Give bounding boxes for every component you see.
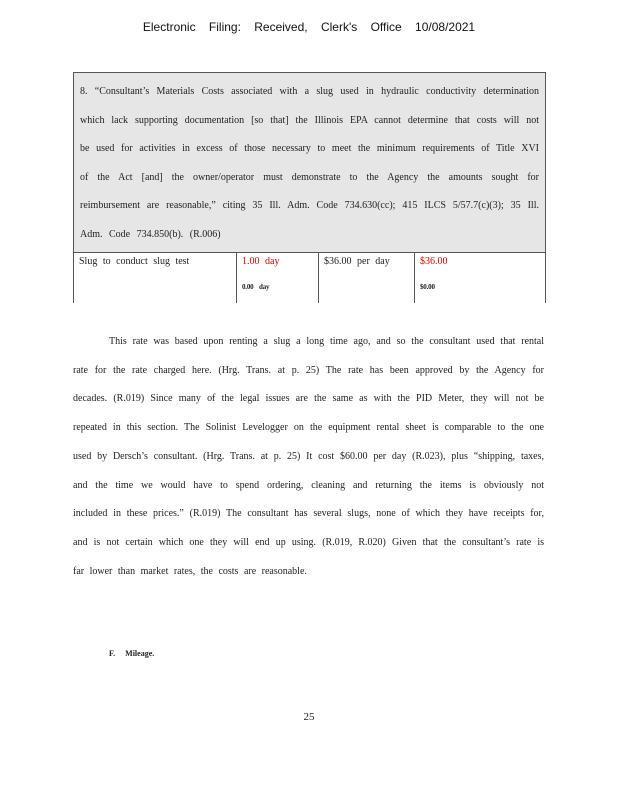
- page-number: 25: [303, 711, 315, 723]
- item-label: Slug to conduct slug test: [79, 256, 190, 267]
- filing-header: Electronic Filing: Received, Clerk's Office 10/08/2021: [142, 20, 476, 34]
- amount-requested: $36.00: [420, 256, 448, 267]
- reimbursement-table: [73, 72, 546, 303]
- amount-approved: $0.00: [420, 283, 435, 291]
- rate-value: $36.00 per day: [324, 256, 390, 267]
- quantity-requested: 1.00 day: [242, 256, 280, 267]
- body-text: [73, 328, 544, 586]
- quantity-approved: 0.00 day: [242, 283, 270, 291]
- quantity-cell: [237, 253, 319, 303]
- deduction-description: 8. “Consultant’s Materials Costs associated with a slug used in hydraulic conductivity determination which lack supporting documentation [so that] the Illinois EPA cannot determine that costs will not be used for activities in excess of those necessary to meet the minimum requirements of Title XVI of the Act [and] the owner/operator must demonstrate to the Agency the amounts sought for reimbursement are reasonable,” citing 35 Ill. Adm. Code 734.630(cc); 415 ILCS 5/57.7(c)(3); 35 Ill. Adm. Code 734.850(b). (R.006): [74, 73, 545, 253]
- amount-cell: [415, 253, 545, 303]
- item-cell: [74, 253, 237, 303]
- body-paragraph: This rate was based upon renting a slug a long time ago, and so the consultant used that rental rate for the rate charged here. (Hrg. Trans. at p. 25) The rate has been approved by the Agency for decades. (R.019) Since many of the legal issues are the same as with the PID Meter, they will not be repeated in this section. The Solinist Levelogger on the equipment rental sheet is comparable to the one used by Dersch’s consultant. (Hrg. Trans. at p. 25) It cost $60.00 per day (R.023), plus “shipping, taxes, and the time we would have to spend ordering, cleaning and returning the items is obviously not included in these prices.” (R.019) The consultant has several slugs, none of which they have receipts for, and is not certain which one they will end up using. (R.019, R.020) Given that the consultant’s rate is far lower than market rates, the costs are reasonable.: [73, 336, 544, 577]
- rate-cell: [319, 253, 415, 303]
- table-row: [74, 253, 545, 303]
- section-heading: F. Mileage.: [109, 649, 155, 658]
